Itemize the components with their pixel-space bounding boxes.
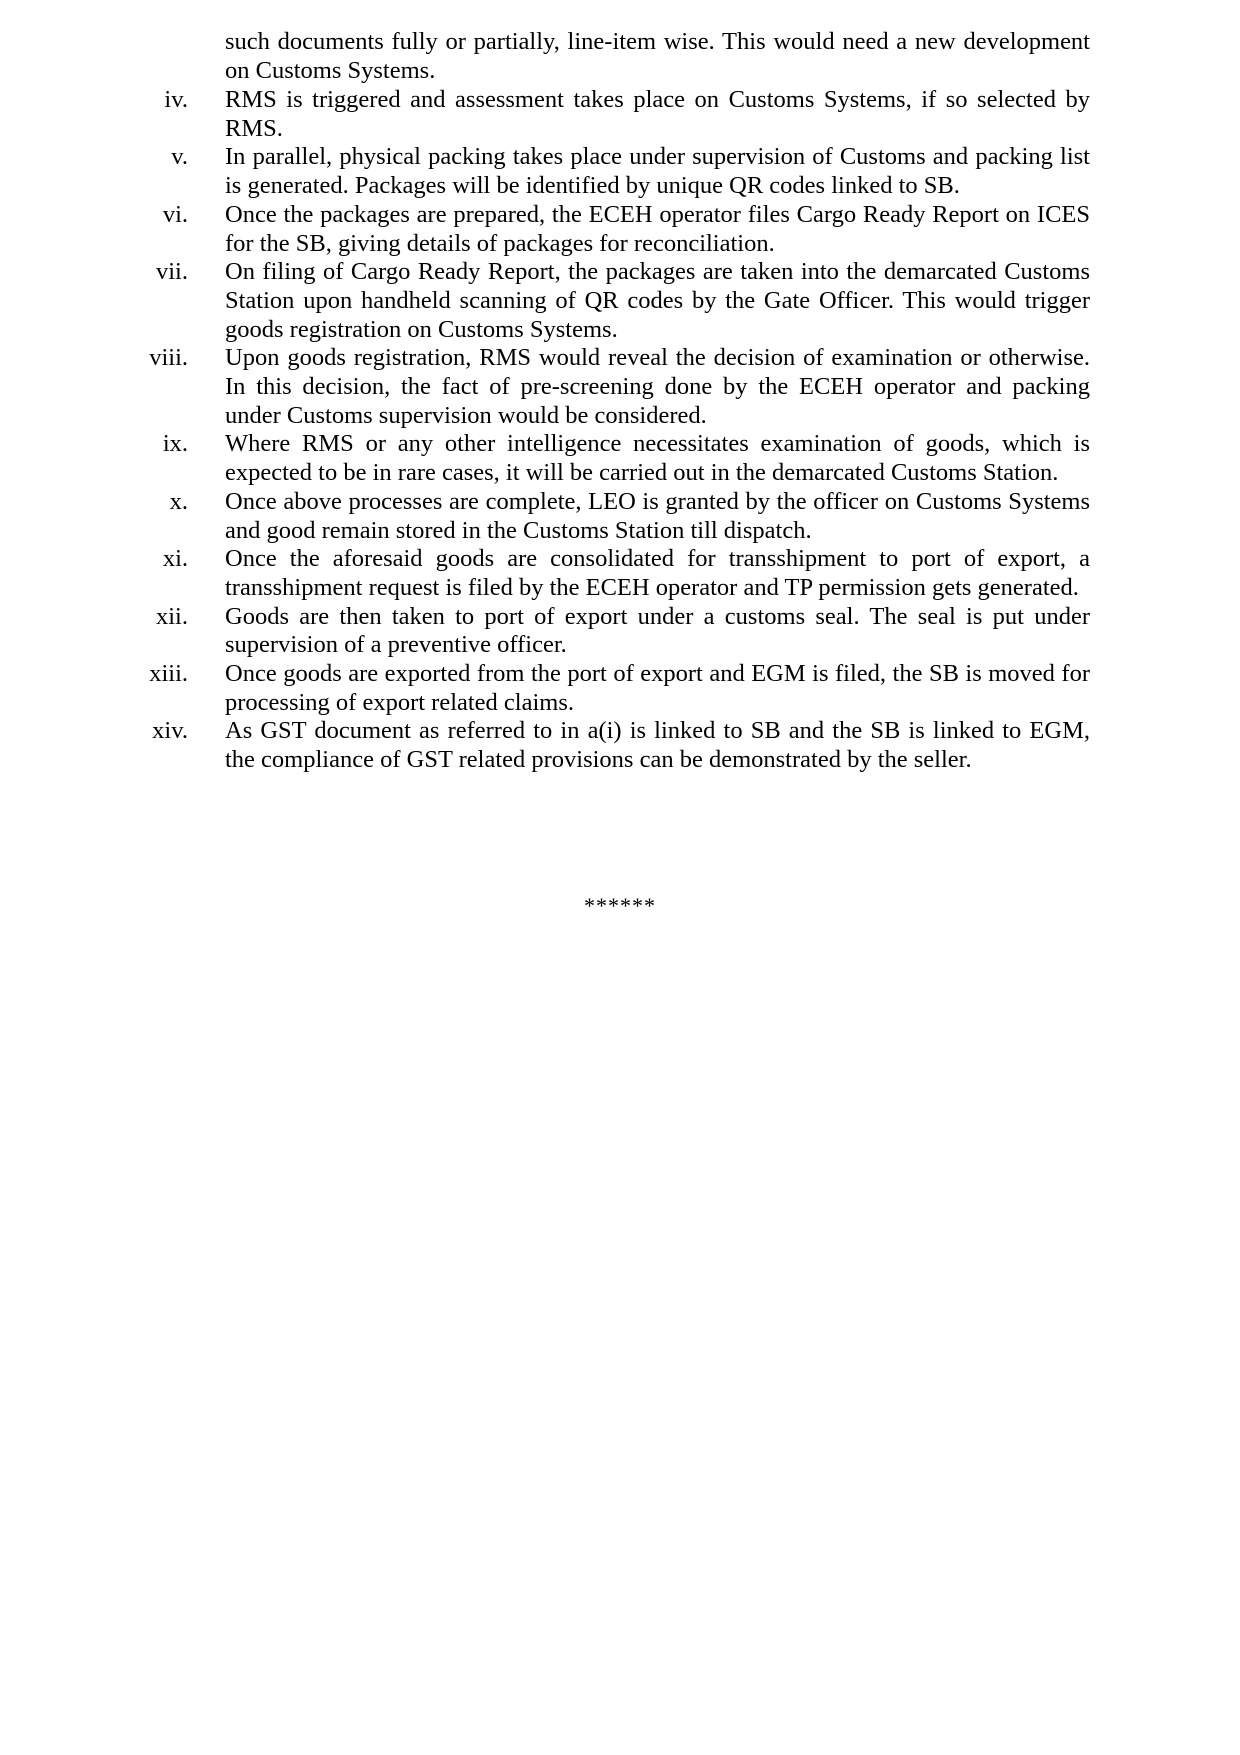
list-item-xii [130, 603, 1090, 660]
numbered-list [130, 86, 1090, 775]
list-item-xi [130, 545, 1090, 602]
list-item-text: Once the aforesaid goods are consolidated for transshipment to port of export, a transshipment request is filed by the ECEH operator and TP permission gets generated. [225, 545, 1090, 601]
list-item-vii [130, 258, 1090, 344]
list-item-text: In parallel, physical packing takes place under supervision of Customs and packing list is generated. Packages will be identified by unique QR codes linked to SB. [225, 143, 1090, 200]
list-item-text: Upon goods registration, RMS would reveal the decision of examination or otherwise. In this decision, the fact of pre-screening done by the ECEH operator and packing under Customs supervision would be considered. [225, 344, 1090, 429]
continuation-paragraph: such documents fully or partially, line-item wise. This would need a new development on Customs Systems. [225, 28, 1090, 84]
list-item-v [130, 143, 1090, 200]
list-item-text: On filing of Cargo Ready Report, the packages are taken into the demarcated Customs Station upon handheld scanning of QR codes by the Gate Officer. This would trigger goods registration on Customs Systems. [225, 258, 1090, 343]
list-marker: v. [171, 143, 188, 171]
list-item-text: Goods are then taken to port of export under a customs seal. The seal is put under supervision of a preventive officer. [225, 602, 1090, 659]
list-marker: xi. [162, 545, 188, 573]
list-marker: ix. [162, 430, 188, 458]
list-marker: xiv. [152, 717, 188, 745]
list-item-viii [130, 344, 1090, 430]
list-marker: xiii. [149, 660, 188, 688]
list-marker: vii. [156, 258, 188, 286]
list-item-text: RMS is triggered and assessment takes place on Customs Systems, if so selected by RMS. [225, 86, 1090, 142]
list-item-x [130, 488, 1090, 545]
list-item-vi [130, 201, 1090, 258]
end-separator: ****** [584, 893, 656, 918]
list-item-text: Where RMS or any other intelligence necessitates examination of goods, which is expected to be in rare cases, it will be carried out in the demarcated Customs Station. [225, 430, 1090, 487]
list-marker: viii. [149, 344, 188, 372]
list-item-xiv [130, 717, 1090, 774]
list-marker: iv. [164, 86, 188, 113]
list-marker: xii. [156, 602, 188, 630]
list-item-iv [130, 86, 1090, 143]
list-item-text: Once the packages are prepared, the ECEH operator files Cargo Ready Report on ICES for the SB, giving details of packages for reconciliation. [225, 200, 1090, 257]
list-item-xiii [130, 660, 1090, 717]
list-item-text: Once above processes are complete, LEO is granted by the officer on Customs Systems and good remain stored in the Customs Station till dispatch. [225, 487, 1090, 544]
list-marker: vi. [162, 200, 188, 228]
list-marker: x. [169, 487, 188, 515]
list-item-text: As GST document as referred to in a(i) is linked to SB and the SB is linked to EGM, the compliance of GST related provisions can be demonstrated by the seller. [225, 717, 1090, 774]
list-item-ix [130, 430, 1090, 487]
list-item-text: Once goods are exported from the port of export and EGM is filed, the SB is moved for processing of export related claims. [225, 660, 1090, 716]
